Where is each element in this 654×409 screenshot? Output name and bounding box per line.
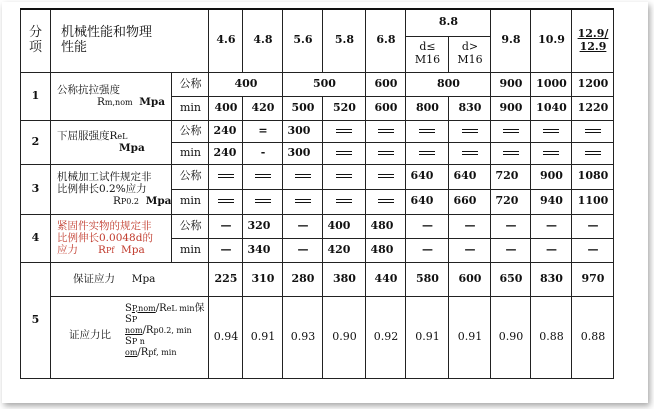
sub-8-8-small: d≤ M16 [406,36,449,72]
cell: - [243,142,283,164]
cell: 600 [449,262,491,296]
cell: 0.94 [209,296,243,378]
cell: 1220 [572,96,614,120]
header-index: 分 项 [21,9,51,72]
property-proof-load: 保证应力 Mpa [51,262,209,296]
dash-cell [323,142,366,164]
grade-12-9: 12.9/ 12.9 [572,9,614,72]
cell: 1080 [572,164,614,189]
cell: 310 [243,262,283,296]
cell: 500 [283,96,323,120]
cell: 0.93 [283,296,323,378]
dash-cell [572,120,614,142]
cell: — [572,214,614,238]
cell: 420 [323,238,366,262]
cell: 520 [323,96,366,120]
cell: 650 [491,262,531,296]
cell: — [531,238,572,262]
cell: 640 [449,164,491,189]
label-nominal: 公称 [172,120,209,142]
cell: 800 [406,72,491,96]
cell: 660 [449,189,491,214]
dash-cell [243,189,283,214]
dash-cell [366,142,406,164]
cell: 400 [209,96,243,120]
cell: 1200 [572,72,614,96]
cell: 225 [209,262,243,296]
cell: 240 [209,142,243,164]
cell: — [406,214,449,238]
grade-5-8: 5.8 [323,9,366,72]
cell: 900 [491,72,531,96]
property-proof-ratio: 证应力比 SP,nom/ReL min保 SP nom/Rp0.2, min SP n om/Rpf, min [51,296,209,378]
property-table [20,8,614,379]
grade-5-6: 5.6 [283,9,323,72]
cell: — [449,238,491,262]
cell: 320 [243,214,283,238]
label-min: min [172,96,209,120]
cell: 420 [243,96,283,120]
cell: 240 [209,120,243,142]
cell: 640 [406,164,449,189]
cell: 0.88 [572,296,614,378]
label-min: min [172,189,209,214]
cell: 0.90 [491,296,531,378]
dash-cell [323,164,366,189]
cell: 300 [283,120,323,142]
cell: 0.88 [531,296,572,378]
dash-cell [283,164,323,189]
cell: 480 [366,238,406,262]
dash-cell [323,120,366,142]
cell: — [531,214,572,238]
dash-cell [209,164,243,189]
cell: — [491,238,531,262]
row-index-4: 4 [21,214,51,262]
cell: 900 [531,164,572,189]
cell: 800 [406,96,449,120]
cell: — [449,214,491,238]
dash-cell [449,142,491,164]
row-index-5: 5 [21,262,51,378]
cell: 480 [366,214,406,238]
dash-cell [366,164,406,189]
cell: 400 [323,214,366,238]
grade-4-8: 4.8 [243,9,283,72]
cell: 400 [209,72,283,96]
property-proof-fastener: 紧固件实物的规定非 比例伸长0.0048d的 应力 RPf Mpa [51,214,172,262]
cell: — [406,238,449,262]
dash-cell [323,189,366,214]
dash-cell [491,120,531,142]
cell: — [209,238,243,262]
cell: 830 [531,262,572,296]
dash-cell [243,164,283,189]
dash-cell [531,142,572,164]
grade-9-8: 9.8 [491,9,531,72]
cell: — [491,214,531,238]
cell: 1040 [531,96,572,120]
cell: 830 [449,96,491,120]
label-nominal: 公称 [172,214,209,238]
cell: 900 [491,96,531,120]
row-index-2: 2 [21,120,51,164]
cell: 970 [572,262,614,296]
cell: — [283,238,323,262]
cell: 600 [366,72,406,96]
cell: 640 [406,189,449,214]
cell: 380 [323,262,366,296]
property-tensile: 公称抗拉强度 Rm,nom Mpa [51,72,172,120]
dash-cell [449,120,491,142]
cell: 0.91 [406,296,449,378]
label-min: min [172,238,209,262]
dash-cell [406,142,449,164]
cell: 720 [491,189,531,214]
cell: 0.91 [243,296,283,378]
cell: 280 [283,262,323,296]
cell: 0.92 [366,296,406,378]
cell: 1100 [572,189,614,214]
label-min: min [172,142,209,164]
cell: 940 [531,189,572,214]
cell: 500 [283,72,366,96]
dash-cell [531,120,572,142]
label-nominal: 公称 [172,72,209,96]
dash-cell [366,120,406,142]
header-property: 机械性能和物理 性能 [51,9,209,72]
grade-6-8: 6.8 [366,9,406,72]
label-nominal: 公称 [172,164,209,189]
grade-8-8: 8.8 [406,9,491,36]
dash-cell [572,142,614,164]
cell: = [243,120,283,142]
row-index-3: 3 [21,164,51,214]
cell: 0.90 [323,296,366,378]
cell: 600 [366,96,406,120]
property-proof-machined: 机械加工试件规定非 比例伸长0.2%应力 RP0.2 Mpa [51,164,172,214]
row-index-1: 1 [21,72,51,120]
cell: 300 [283,142,323,164]
cell: 580 [406,262,449,296]
property-yield: 下屈服强度ReL Mpa [51,120,172,164]
grade-10-9: 10.9 [531,9,572,72]
dash-cell [491,142,531,164]
cell: 720 [491,164,531,189]
cell: — [209,214,243,238]
dash-cell [406,120,449,142]
grade-4-6: 4.6 [209,9,243,72]
cell: 0.91 [449,296,491,378]
cell: 340 [243,238,283,262]
cell: 1000 [531,72,572,96]
cell: 440 [366,262,406,296]
cell: — [283,214,323,238]
sub-8-8-large: d> M16 [449,36,491,72]
dash-cell [209,189,243,214]
cell: — [572,238,614,262]
dash-cell [283,189,323,214]
dash-cell [366,189,406,214]
